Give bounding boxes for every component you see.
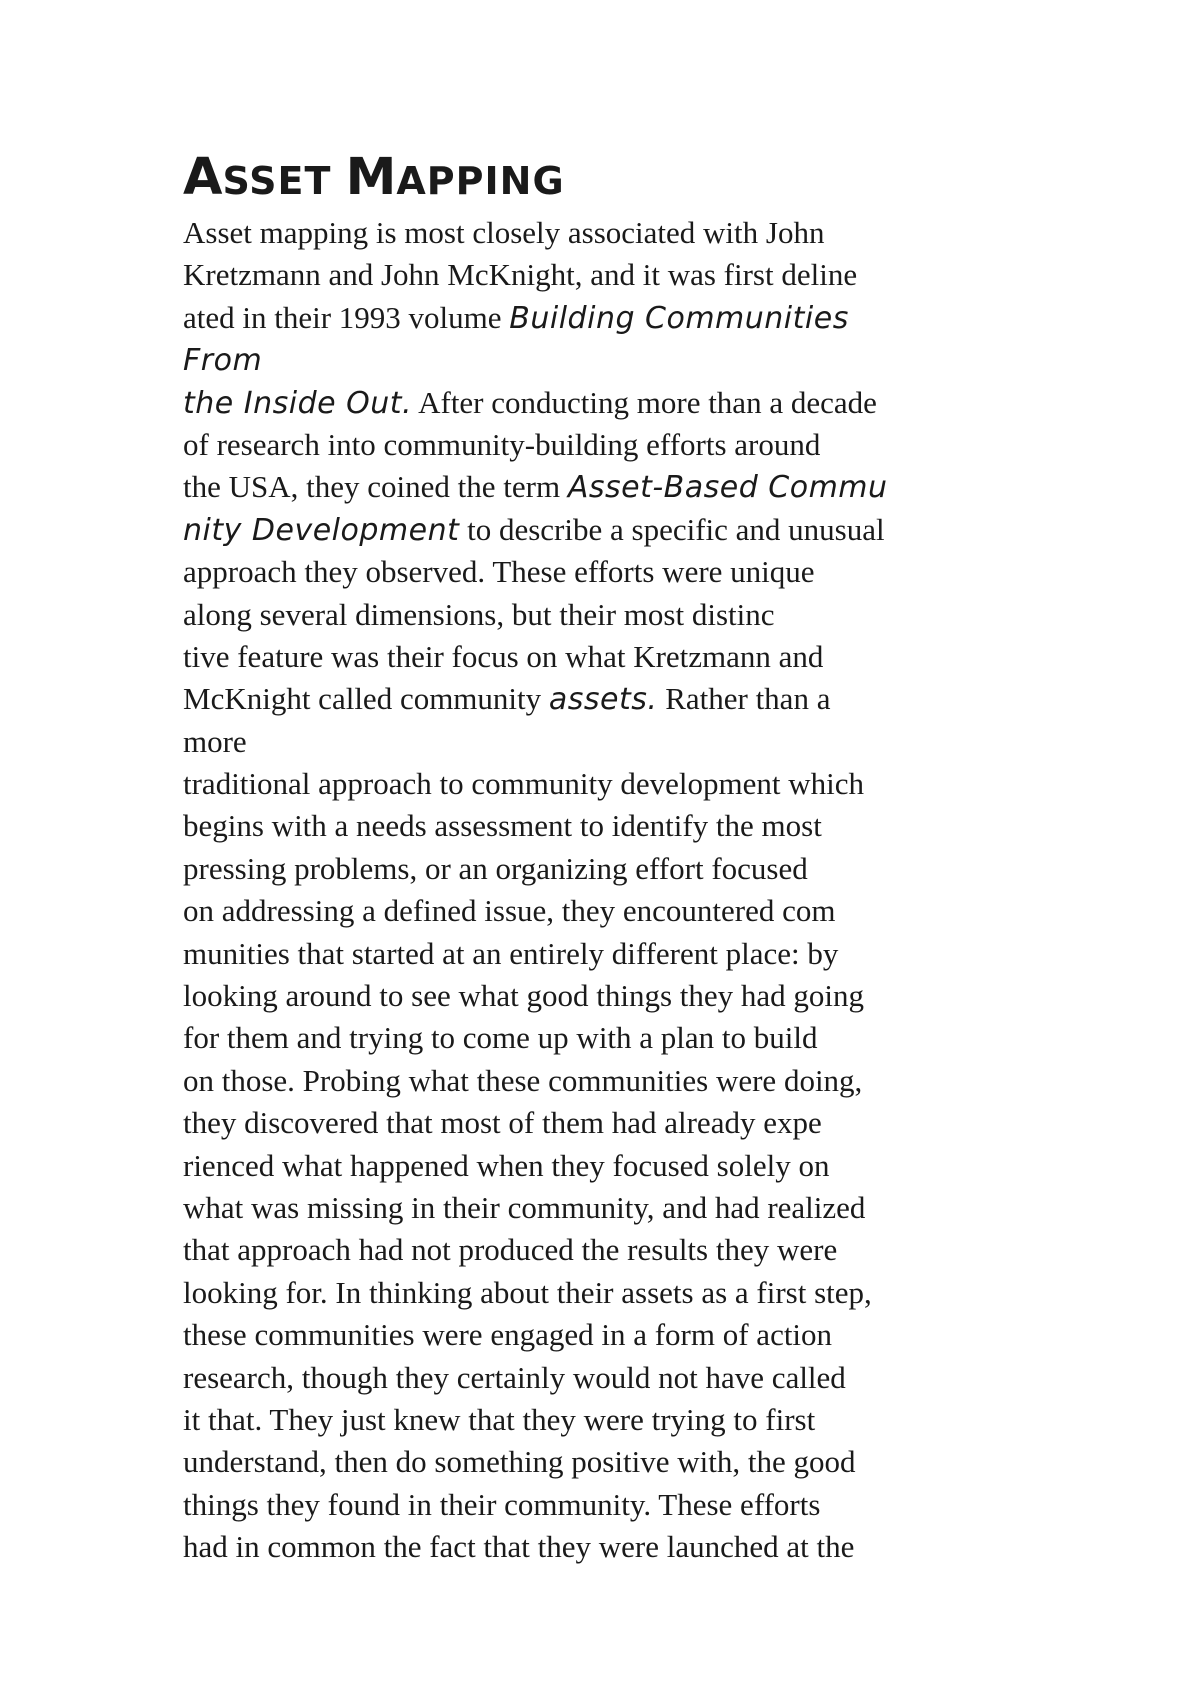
text-line: on addressing a defined issue, they encountered com <box>183 893 836 929</box>
text-line: tive feature was their focus on what Kretzmann and <box>183 638 824 674</box>
term-italic: assets. <box>548 682 658 718</box>
text-line: nity Development to describe a specific and unusual <box>183 511 885 548</box>
term-italic: Asset-Based Commu <box>567 470 888 506</box>
text-line <box>183 339 1063 381</box>
text-line: things they found in their community. These efforts <box>183 1486 821 1522</box>
text-line: had in common the fact that they were launched at the <box>183 1529 855 1565</box>
text-line: munities that started at an entirely different place: by <box>183 935 839 971</box>
text-line: these communities were engaged in a form of action <box>183 1317 833 1353</box>
text-line: approach they observed. These efforts were unique <box>183 554 815 590</box>
text-line: looking around to see what good things they had going <box>183 978 865 1014</box>
term-italic: nity Development <box>183 512 460 548</box>
text-line: it that. They just knew that they were trying to first <box>183 1401 816 1437</box>
text-line: more <box>183 723 247 759</box>
text-line: understand, then do something positive with, the good <box>183 1444 856 1480</box>
text-line: research, though they certainly would not have called <box>183 1359 846 1395</box>
text-line: looking for. In thinking about their assets as a first step, <box>183 1274 872 1310</box>
text-line: of research into community-building efforts around <box>183 426 821 462</box>
text-line: for them and trying to come up with a plan to build <box>183 1020 818 1056</box>
text-line: they discovered that most of them had already expe <box>183 1105 822 1141</box>
text-line: the USA, they coined the term Asset-Based Commu <box>183 469 888 506</box>
text-line: Kretzmann and John McKnight, and it was first deline <box>183 257 858 293</box>
text-line: traditional approach to community development which <box>183 766 864 802</box>
text-line: pressing problems, or an organizing effort focused <box>183 850 808 886</box>
heading-small-caps-1: SSET <box>222 159 346 203</box>
book-title-italic: the Inside Out. <box>183 385 413 421</box>
text-line: ated in their 1993 volume Building Communities <box>183 299 849 336</box>
text-line: along several dimensions, but their most distinc <box>183 596 775 632</box>
text-line: rienced what happened when they focused solely on <box>183 1147 830 1183</box>
text-line: begins with a needs assessment to identify the most <box>183 808 822 844</box>
text-line: the Inside Out. After conducting more than a decade <box>183 384 877 421</box>
heading-initial-m: M <box>345 148 397 207</box>
text-line: what was missing in their community, and had realized <box>183 1189 866 1225</box>
heading-small-caps-2: APPING <box>396 159 565 203</box>
heading-initial-a: A <box>183 148 223 207</box>
text-line: on those. Probing what these communities were doing, <box>183 1062 863 1098</box>
body-paragraph <box>183 212 1063 1569</box>
section-heading <box>183 148 565 207</box>
text-line: McKnight called community assets. Rather than a <box>183 681 831 718</box>
book-title-italic: Building Communities <box>509 300 849 336</box>
book-title-italic: From <box>183 343 263 379</box>
text-line: Asset mapping is most closely associated with John <box>183 215 825 250</box>
text-line: that approach had not produced the results they were <box>183 1232 838 1268</box>
